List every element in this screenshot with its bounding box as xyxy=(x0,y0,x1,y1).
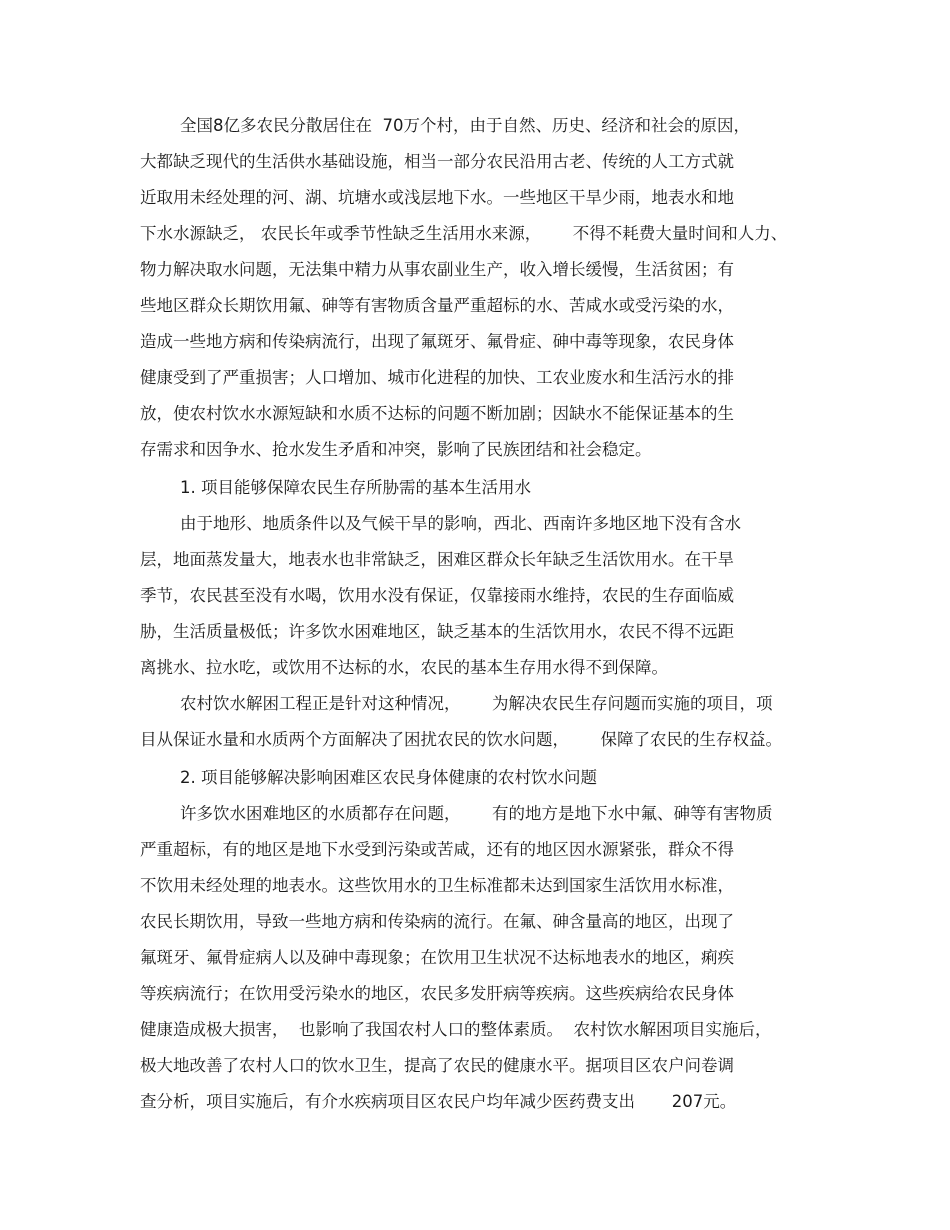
paragraph-1-line: 健康受到了严重损害；人口增加、城市化进程的加快、工农业废水和生活污水的排 xyxy=(140,368,734,387)
paragraph-1-line: 大都缺乏现代的生活供水基础设施，相当一部分农民沿用古老、传统的人工方式就 xyxy=(140,152,734,171)
paragraph-4-line: 查分析，项目实施后，有介水疾病项目区农民户均年减少医药费支出 207元。 xyxy=(140,1092,737,1111)
paragraph-4-line: 农民长期饮用，导致一些地方病和传染病的流行。在氟、砷含量高的地区，出现了 xyxy=(140,912,734,931)
paragraph-1-line: 些地区群众长期饮用氟、砷等有害物质含量严重超标的水、苦咸水或受污染的水， xyxy=(140,296,734,315)
section-heading-1: 1. 项目能够保障农民生存所胁需的基本生活用水 xyxy=(180,478,531,497)
paragraph-4-line: 氟斑牙、氟骨症病人以及砷中毒现象；在饮用卫生状况不达标地表水的地区，痢疾 xyxy=(140,948,734,967)
paragraph-4-line: 极大地改善了农村人口的饮水卫生，提高了农民的健康水平。据项目区农户问卷调 xyxy=(140,1056,734,1075)
paragraph-1-line: 造成一些地方病和传染病流行，出现了氟斑牙、氟骨症、砷中毒等现象，农民身体 xyxy=(140,332,734,351)
paragraph-1-line: 存需求和因争水、抢水发生矛盾和冲突，影响了民族团结和社会稳定。 xyxy=(140,440,652,459)
section-heading-2: 2. 项目能够解决影响困难区农民身体健康的农村饮水问题 xyxy=(180,768,597,787)
paragraph-1-line: 放，使农村饮水水源短缺和水质不达标的问题不断加剧；因缺水不能保证基本的生 xyxy=(140,404,734,423)
paragraph-1-line: 物力解决取水问题，无法集中精力从事农副业生产，收入增长缓慢，生活贫困；有 xyxy=(140,260,734,279)
paragraph-4-line: 许多饮水困难地区的水质都存在问题， 有的地方是地下水中氟、砷等有害物质 xyxy=(180,804,773,823)
paragraph-4-line: 不饮用未经处理的地表水。这些饮用水的卫生标准都未达到国家生活饮用水标准， xyxy=(140,876,734,895)
paragraph-2-line: 离挑水、拉水吃，或饮用不达标的水，农民的基本生存用水得不到保障。 xyxy=(140,658,668,677)
paragraph-1-line: 近取用未经处理的河、湖、坑塘水或浅层地下水。一些地区干旱少雨，地表水和地 xyxy=(140,188,734,207)
paragraph-2-line: 季节，农民甚至没有水喝，饮用水没有保证，仅靠接雨水维持，农民的生存面临威 xyxy=(140,586,734,605)
paragraph-1-line: 全国8亿多农民分散居住在 70万个村，由于自然、历史、经济和社会的原因， xyxy=(180,116,750,135)
paragraph-4-line: 健康造成极大损害， 也影响了我国农村人口的整体素质。 农村饮水解困项目实施后， xyxy=(140,1020,772,1039)
paragraph-2-line: 胁，生活质量极低；许多饮水困难地区，缺乏基本的生活饮用水，农民不得不远距 xyxy=(140,622,734,641)
paragraph-2-line: 由于地形、地质条件以及气候干旱的影响，西北、西南许多地区地下没有含水 xyxy=(180,514,741,533)
paragraph-3-line: 目从保证水量和水质两个方面解决了困扰农民的饮水问题， 保障了农民的生存权益。 xyxy=(140,730,782,749)
paragraph-1-line: 下水水源缺乏， 农民长年或季节性缺乏生活用水来源， 不得不耗费大量时间和人力、 xyxy=(140,224,788,243)
paragraph-3-line: 农村饮水解困工程正是针对这种情况， 为解决农民生存问题而实施的项目，项 xyxy=(180,694,773,713)
paragraph-4-line: 严重超标，有的地区是地下水受到污染或苦咸，还有的地区因水源紧张，群众不得 xyxy=(140,840,734,859)
paragraph-2-line: 层，地面蒸发量大，地表水也非常缺乏，困难区群众长年缺乏生活饮用水。在干旱 xyxy=(140,550,734,569)
paragraph-4-line: 等疾病流行；在饮用受污染水的地区，农民多发肝病等疾病。这些疾病给农民身体 xyxy=(140,984,734,1003)
